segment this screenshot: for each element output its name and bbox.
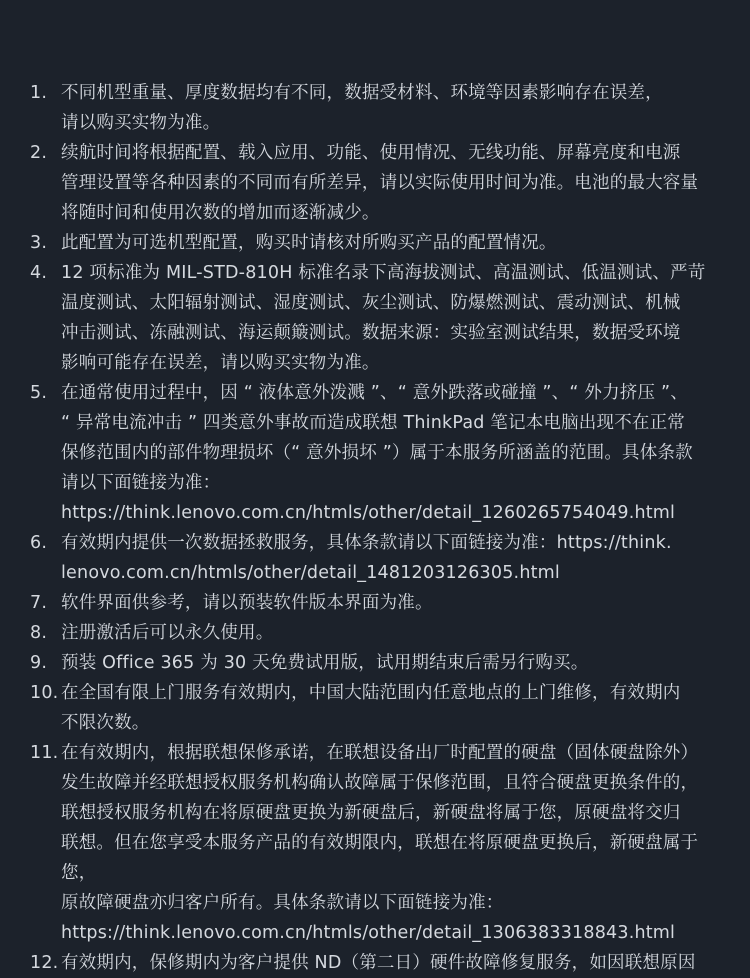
footnote-text: 有效期内，保修期内为客户提供 ND（第二日）硬件故障修复服务，如因联想原因: [61, 953, 696, 973]
footnote-text: 在全国有限上门服务有效期内，中国大陆范围内任意地点的上门维修，有效期内 不限次数。: [61, 683, 681, 733]
footnote-item: [30, 738, 726, 948]
footnote-number: 11.: [30, 743, 59, 763]
footnote-text: 续航时间将根据配置、载入应用、功能、使用情况、无线功能、屏幕亮度和电源 管理设置等各种因素的不同而有所差异，请以实际使用时间为准。电池的最大容量 将随时间和使用次数的增加而逐渐减少。: [61, 143, 699, 223]
footnote-item: [30, 138, 726, 228]
footnote-item: [30, 678, 726, 738]
footnote-item: [30, 528, 726, 588]
footnote-number: 12.: [30, 953, 59, 973]
footnote-number: 9.: [30, 653, 48, 673]
footnote-item: [30, 78, 726, 138]
footnote-text: 在通常使用过程中，因 “ 液体意外泼溅 ”、“ 意外跌落或碰撞 ”、“ 外力挤压 ”、 “ 异常电流冲击 ” 四类意外事故而造成联想 ThinkPad 笔记本电脑出现不在正常 保修范围内的部件物理损坏（“ 意外损坏 ”）属于本服务所涵盖的范围。具体条款 请以下面链接为准： https://think.lenovo.com.cn/htmls/other/detail_1260265754049.html: [61, 383, 693, 523]
footnote-number: 4.: [30, 263, 48, 283]
footnote-number: 8.: [30, 623, 48, 643]
footnote-item: [30, 948, 726, 978]
footnote-number: 5.: [30, 383, 48, 403]
footnote-text: 有效期内提供一次数据拯救服务，具体条款请以下面链接为准：https://think. lenovo.com.cn/htmls/other/detail_1481203126305.html: [61, 533, 672, 583]
footnote-number: 7.: [30, 593, 48, 613]
footnote-item: [30, 648, 726, 678]
footnote-number: 6.: [30, 533, 48, 553]
footnote-item: [30, 228, 726, 258]
footnote-number: 2.: [30, 143, 48, 163]
footnote-item: [30, 618, 726, 648]
footnote-text: 此配置为可选机型配置，购买时请核对所购买产品的配置情况。: [61, 233, 557, 253]
footnote-item: [30, 588, 726, 618]
footnote-text: 12 项标准为 MIL-STD-810H 标准名录下高海拔测试、高温测试、低温测试、严苛 温度测试、太阳辐射测试、湿度测试、灰尘测试、防爆燃测试、震动测试、机械 冲击测试、冻融测试、海运颠簸测试。数据来源：实验室测试结果，数据受环境 影响可能存在误差，请以购买实物为准。: [61, 263, 706, 373]
footnote-text: 预装 Office 365 为 30 天免费试用版，试用期结束后需另行购买。: [61, 653, 589, 673]
footnote-text: 软件界面供参考，请以预装软件版本界面为准。: [61, 593, 433, 613]
footnote-text: 在有效期内，根据联想保修承诺，在联想设备出厂时配置的硬盘（固体硬盘除外） 发生故障并经联想授权服务机构确认故障属于保修范围，且符合硬盘更换条件的， 联想授权服务机构在将原硬盘更换为新硬盘后，新硬盘将属于您，原硬盘将交归 联想。但在您享受本服务产品的有效期限内，联想在将原硬盘更换后，新硬盘属于您， 原故障硬盘亦归客户所有。具体条款请以下面链接为准： https://think.lenovo.com.cn/htmls/other/detail_1306383318843.html: [61, 743, 699, 943]
footnote-item: [30, 378, 726, 528]
footnote-item: [30, 258, 726, 378]
footnote-number: 1.: [30, 83, 48, 103]
footnote-number: 10.: [30, 683, 59, 703]
footnote-number: 3.: [30, 233, 48, 253]
footnote-text: 注册激活后可以永久使用。: [61, 623, 274, 643]
footnote-text: 不同机型重量、厚度数据均有不同，数据受材料、环境等因素影响存在误差， 请以购买实物为准。: [61, 83, 663, 133]
